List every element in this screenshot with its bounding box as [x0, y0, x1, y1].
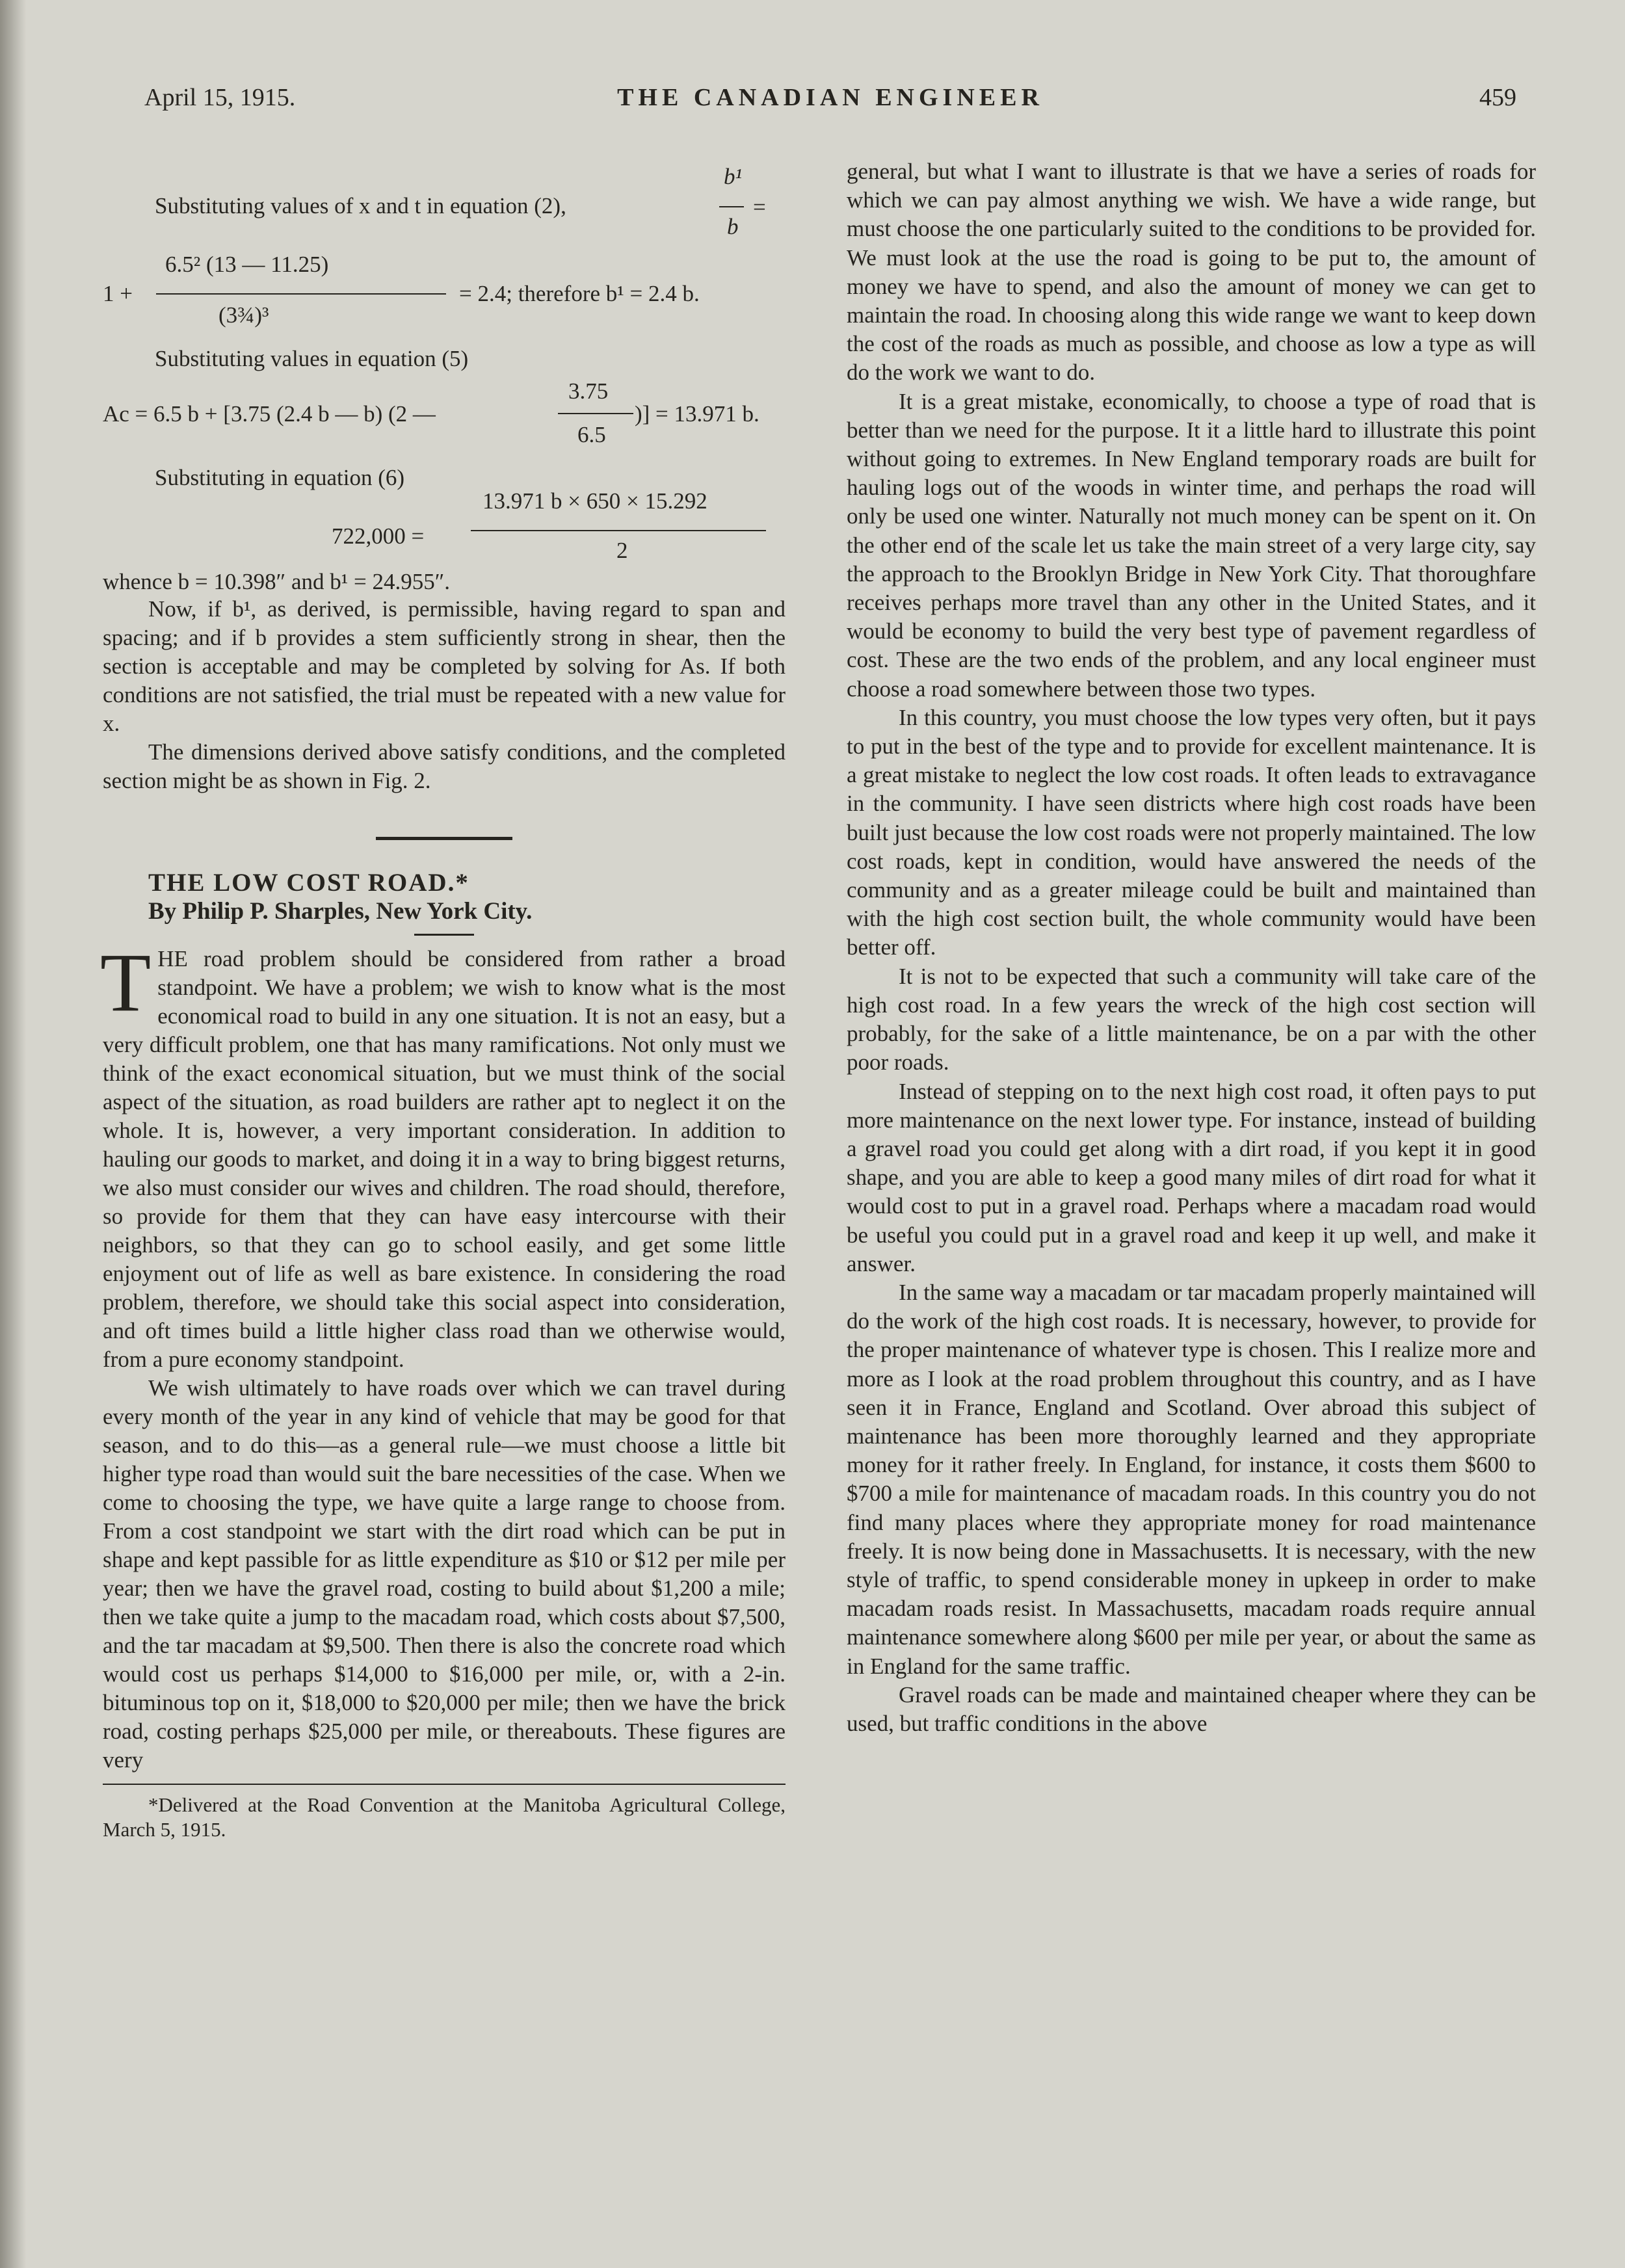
math-text: 1 +	[103, 281, 133, 306]
article-low-cost-road	[100, 869, 786, 1842]
fraction-numerator: 3.75	[568, 378, 609, 404]
equation-block	[103, 146, 786, 594]
paragraph: We wish ultimately to have roads over which we can travel during every month of the year in any kind of vehicle that may be good for that season, and to do this—as a general rule—we must choose a little bit higher type road than would suit the bare necessities of the case. When we come to choosing the type, we have quite a large range to choose from. From a cost standpoint we start with the dirt road which can be put in shape and kept passible for as little expenditure as $10 or $12 per mile per year; then we have the gravel road, costing to build about $1,200 a mile; then we take quite a jump to the macadam road, which costs about $7,500, and the tar macadam at $9,500. Then there is also the concrete road which would cost us perhaps $14,000 to $16,000 per mile, or, with a 2-in. bituminous top on it, $18,000 to $20,000 per mile; then we have the brick road, costing perhaps $25,000 per mile, or thereabouts. These figures are very	[103, 1375, 786, 1773]
fraction-denominator: b	[727, 214, 739, 239]
paragraph: Gravel roads can be made and maintained cheaper where they can be used, but traffic conditions in the above	[847, 1681, 1536, 1736]
math-text: 722,000 =	[332, 523, 425, 549]
page-edge-shadow	[0, 0, 26, 2268]
whence-line: whence b = 10.398″ and b¹ = 24.955″.	[103, 569, 451, 594]
fraction-bar	[471, 530, 766, 531]
drop-cap: T	[100, 936, 152, 1029]
fraction-numerator: 6.5² (13 — 11.25)	[165, 252, 329, 277]
left-column	[100, 146, 786, 1842]
fraction-numerator: 13.971 b × 650 × 15.292	[482, 488, 707, 514]
math-text: Substituting values of x and t in equation (2),	[155, 193, 566, 218]
paragraph: Now, if b¹, as derived, is permissible, having regard to span and spacing; and if b provides a stem sufficiently strong in shear, then the section is acceptable and may be completed by solving for As. If both conditions are not satisfied, the trial must be repeated with a new value for x.	[103, 596, 786, 736]
footnote: *Delivered at the Road Convention at the Manitoba Agricultural College, March 5, 1915.	[103, 1793, 786, 1841]
fraction-denominator: 2	[616, 538, 628, 563]
math-text: Substituting in equation (6)	[155, 465, 405, 490]
fraction-denominator: 6.5	[577, 422, 606, 447]
paragraph: In the same way a macadam or tar macadam properly maintained will do the work of the high cost roads. It is necessary, however, to provide for the proper maintenance of whatever type is chosen. This I realize more and more as I look at the road problem throughout this country, and as I have seen it in France, England and Scotland. Over abroad this subject of maintenance has been more thoroughly learned and they appropriate money for it rather freely. In England, for instance, it costs them $600 to $700 a mile for maintenance of macadam roads. In this country you do not find many places where they appropriate money for road maintenance freely. It is now being done in Massachusetts. It is necessary, with the new style of traffic, to spend considerable money in upkeep in order to make macadam roads resist. In Massachusetts, macadam roads require annual maintenance somewhere along $600 per mile per year, or about the same as in England for the same traffic.	[847, 1279, 1536, 1679]
fraction-numerator: b¹	[724, 164, 742, 189]
issue-date: April 15, 1915.	[144, 84, 296, 111]
page-number: 459	[1479, 84, 1516, 111]
math-text: Ac = 6.5 b + [3.75 (2.4 b — b) (2 —	[103, 401, 436, 427]
article-title: THE LOW COST ROAD.*	[148, 869, 469, 897]
article-byline: By Philip P. Sharples, New York City.	[148, 898, 533, 925]
paragraph: It is a great mistake, economically, to choose a type of road that is better than we need for the purpose. It it a little hard to illustrate this point without going to extremes. In New England temporary roads are built for hauling logs out of the woods in winter time, and perhaps the road will only be used one winter. Naturally not much money can be spent on it. On the other end of the scale let us take the main street of a very large city, say the approach to the Brooklyn Bridge in New York City. That thoroughfare receives perhaps more travel than any other in the United States, and it would be economy to build the very best type of pavement regardless of cost. These are the two ends of the problem, and any local engineer must choose a road somewhere between those two types.	[847, 388, 1536, 702]
right-column	[847, 157, 1536, 1738]
paragraph: The dimensions derived above satisfy conditions, and the completed section might be as shown in Fig. 2.	[103, 739, 786, 793]
fraction-bar	[156, 293, 446, 295]
running-header	[144, 83, 1516, 129]
fraction-bar	[719, 206, 744, 207]
byline-divider	[414, 934, 474, 936]
footnote-rule	[103, 1784, 786, 1785]
derivation-conclusion	[103, 595, 786, 795]
paragraph: It is not to be expected that such a community will take care of the high cost road. In a few years the wreck of the high cost section will probably, for the sake of a little maintenance, be on a par with the other poor roads.	[847, 963, 1536, 1075]
paragraph: general, but what I want to illustrate is that we have a series of roads for which we can pay almost anything we wish. We have a wide range, but must choose the one particularly suited to the conditions to be provided for. We must look at the use the road is going to be put to, the amount of money we have to spend, and also the amount of money we can get to maintain the road. In choosing along this wide range we want to keep down the cost of the roads as much as possible, and choose as low a type as will do the work we want to do.	[847, 159, 1536, 386]
math-text: =	[753, 194, 766, 220]
paragraph-text: HE road problem should be considered from rather a broad standpoint. We have a problem; we wish to know what is the most economical road to build in any one situation. It is not an easy, but a very difficult problem, one that has many ramifications. Not only must we think of the exact economical situation, but we must think of the social aspect of the situation, as road builders are rather apt to neglect it on the whole. It is, however, a very important consideration. In addition to hauling our goods to market, and doing it in a way to bring biggest returns, we also must consider our wives and children. The road should, therefore, so provide for them that they can have easy intercourse with their neighbors, so that they can go to school easily, and get some little enjoyment out of life as well as bare existence. In considering the road problem, therefore, we should take this social aspect into consideration, and oft times build a little higher class road than we otherwise would, from a pure economy standpoint.	[103, 946, 786, 1372]
journal-title: THE CANADIAN ENGINEER	[617, 84, 1044, 111]
paragraph: Instead of stepping on to the next high cost road, it often pays to put more maintenance on the next lower type. For instance, instead of building a gravel road you could get along with a dirt road, if you kept it in good shape, and you are able to keep a good many miles of dirt road for what it would cost to put in a gravel road. Perhaps where a macadam road would be useful you could put in a gravel road and keep it up well, and make it answer.	[847, 1078, 1536, 1276]
math-text: )] = 13.971 b.	[635, 401, 760, 427]
section-divider	[376, 837, 512, 840]
paragraph	[100, 936, 786, 1374]
fraction-bar	[558, 413, 633, 414]
math-text: Substituting values in equation (5)	[155, 346, 469, 371]
math-text: = 2.4; therefore b¹ = 2.4 b.	[459, 281, 700, 306]
fraction-denominator: (3¾)³	[218, 302, 269, 328]
paragraph: In this country, you must choose the low types very often, but it pays to put in the best of the type and to provide for excellent maintenance. It is a great mistake to neglect the low cost roads. It often leads to extravagance in the community. I have seen districts where high cost roads have been built just because the low cost roads were not properly maintained. The low cost roads, kept in condition, would have answered the needs of the community and as a greater mileage could be built and maintained than with the high cost section built, the whole community would have been better off.	[847, 704, 1536, 960]
